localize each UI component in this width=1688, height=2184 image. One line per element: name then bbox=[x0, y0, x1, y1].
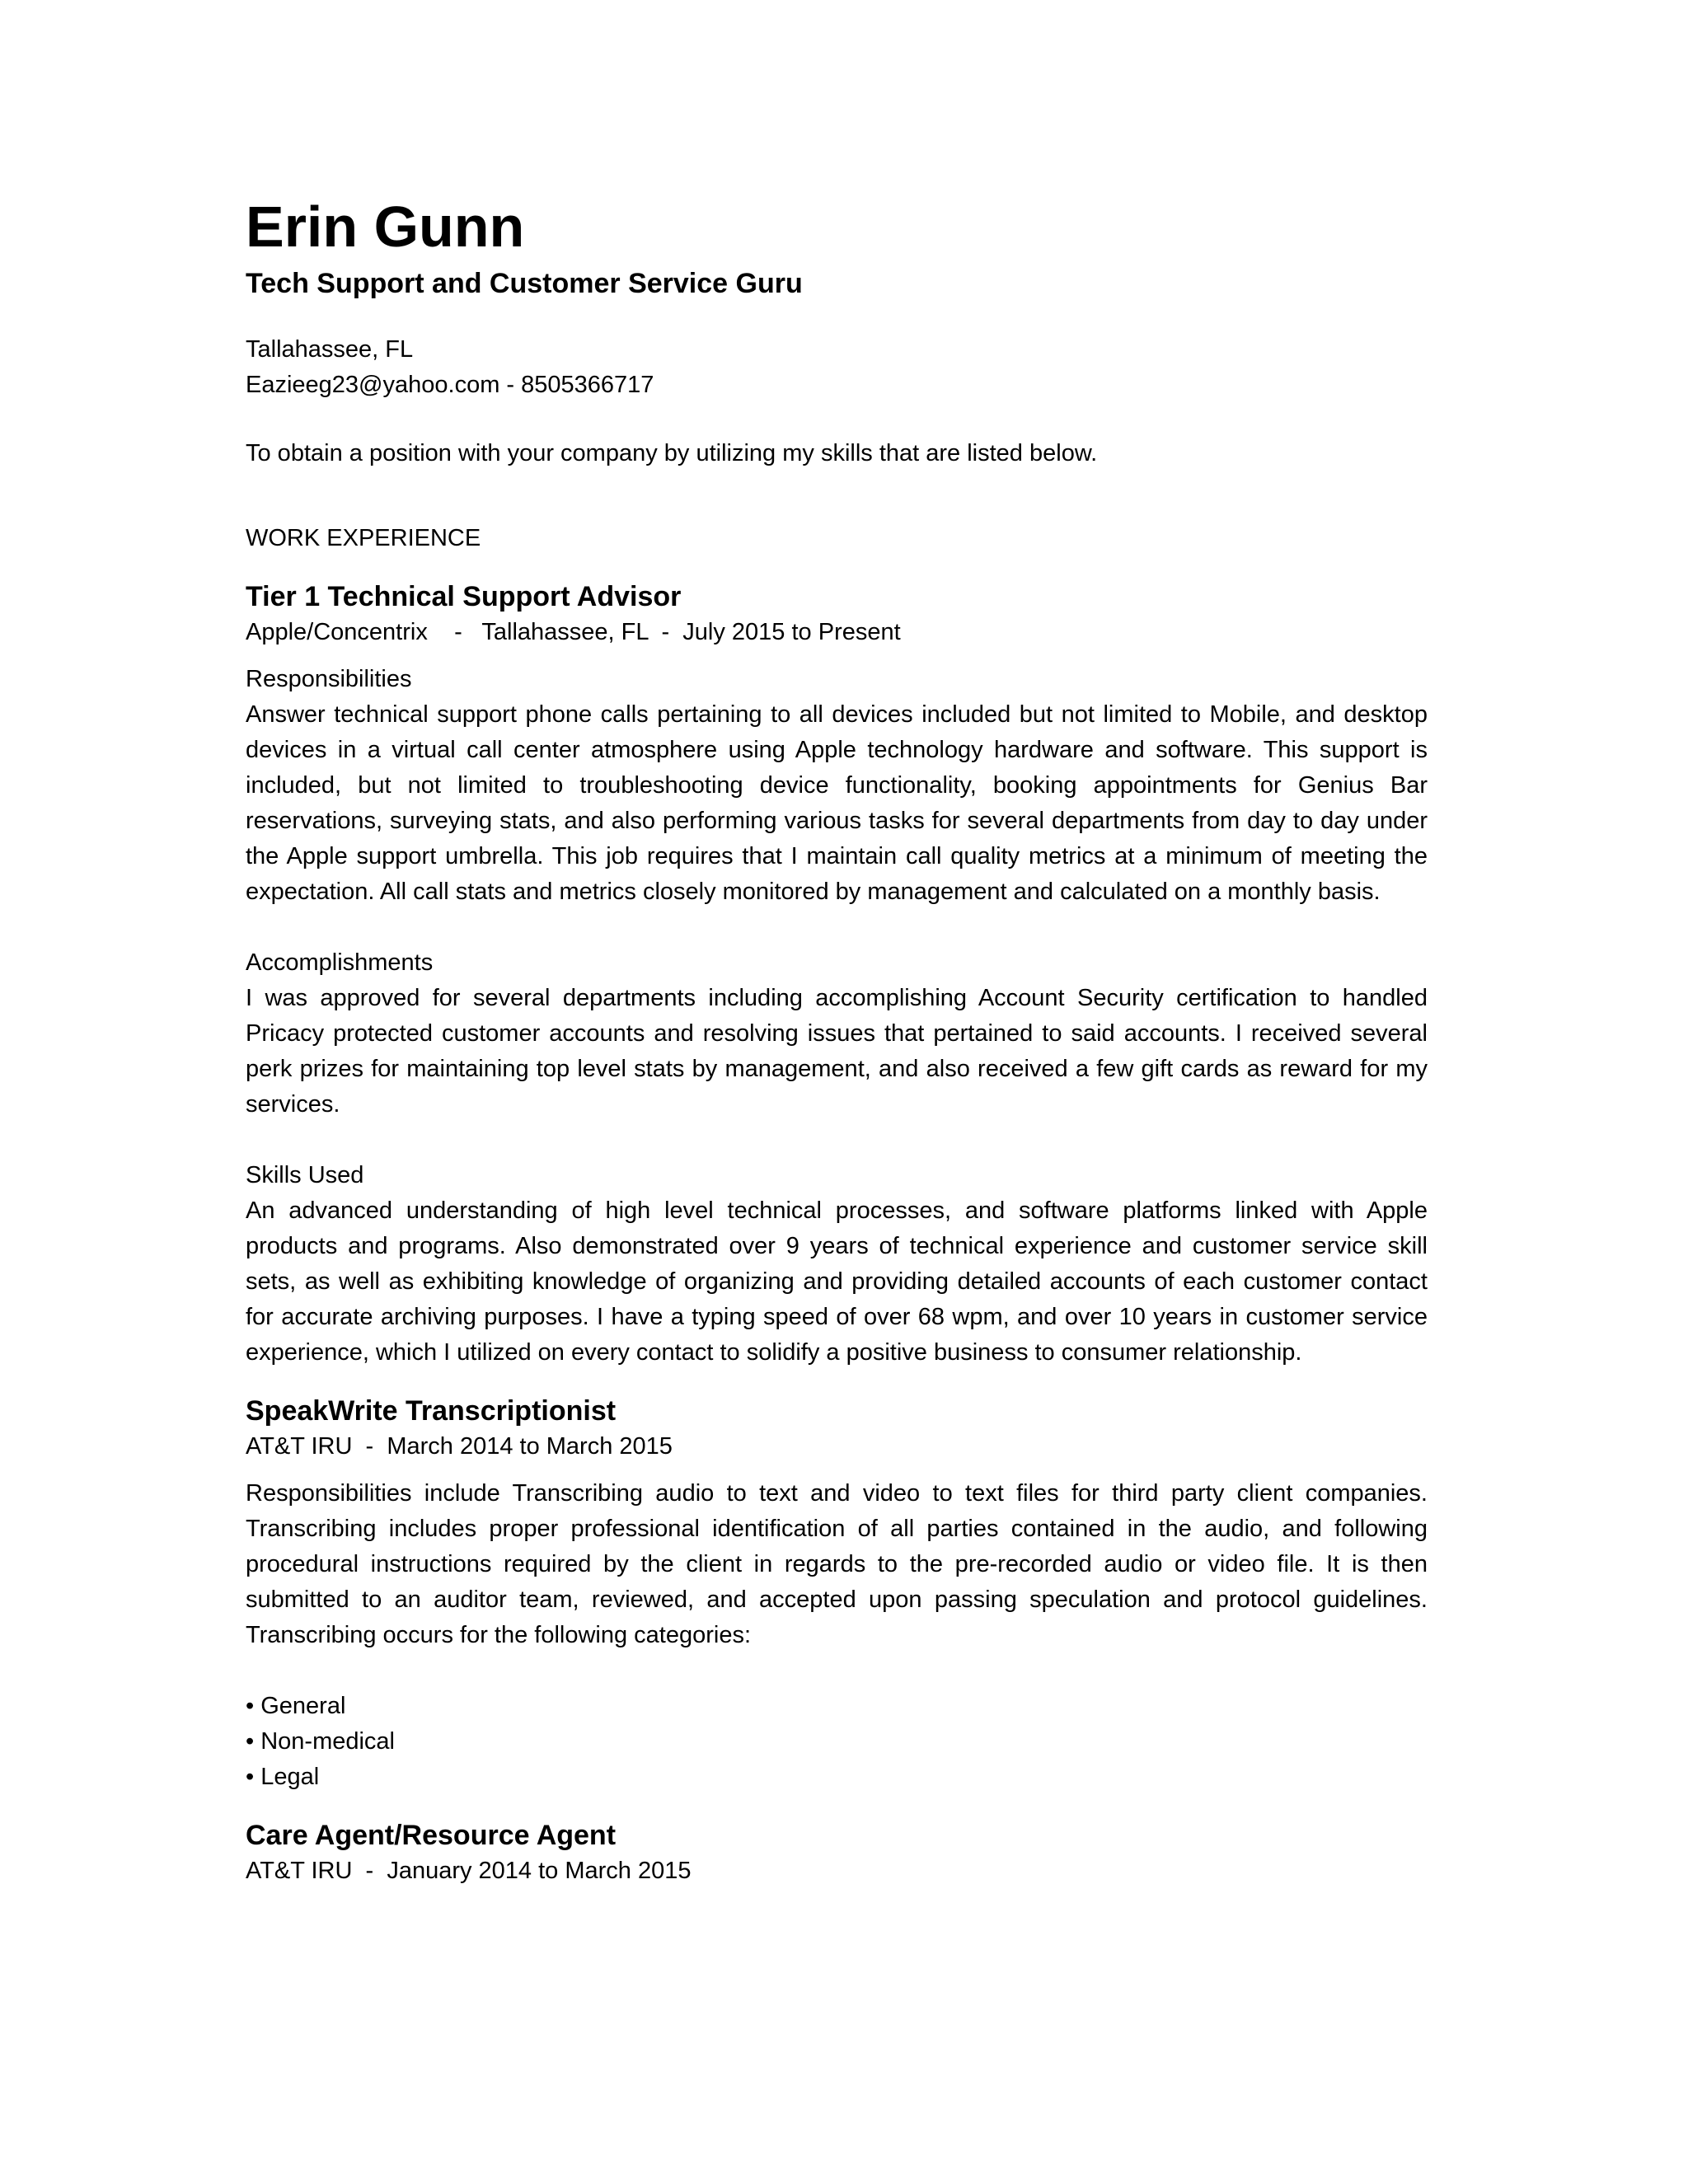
job-entry bbox=[246, 1394, 1428, 1795]
applicant-name: Erin Gunn bbox=[246, 194, 525, 259]
contact-location: Tallahassee, FL bbox=[246, 335, 414, 363]
job-title: SpeakWrite Transcriptionist bbox=[246, 1394, 617, 1427]
applicant-tagline: Tech Support and Customer Service Guru bbox=[246, 268, 803, 299]
list-item: • Legal bbox=[246, 1760, 1428, 1795]
list-item: • General bbox=[246, 1689, 1428, 1724]
category-list bbox=[246, 1689, 1428, 1795]
resume-page bbox=[246, 194, 1428, 1889]
spacer bbox=[246, 910, 1428, 945]
job-meta: AT&T IRU - March 2014 to March 2015 bbox=[246, 1432, 673, 1460]
skills-label: Skills Used bbox=[246, 1161, 364, 1188]
skills-text: An advanced understanding of high level technical processes, and software platforms linked with Apple products and programs. Also demonstrated over 9 years of technical experience and customer service skill sets, as well as exhibiting knowledge of organizing and providing detailed accounts of each customer contact for accurate archiving purposes. I have a typing speed of over 68 wpm, and over 10 years in customer service experience, which I utilized on every contact to solidify a positive business to consumer relationship. bbox=[246, 1197, 1428, 1366]
job-meta: Apple/Concentrix - Tallahassee, FL - July 2015 to Present bbox=[246, 618, 901, 645]
job-description: Responsibilities include Transcribing audio to text and video to text files for third party client companies. Transcribing includes proper professional identification of all parties contained in the audio, and following procedural instructions required by the client in regards to the pre-recorded audio or video file. It is then submitted to an auditor team, reviewed, and accepted upon passing speculation and protocol guidelines. Transcribing occurs for the following categories: bbox=[246, 1479, 1428, 1648]
responsibilities-text: Answer technical support phone calls pertaining to all devices included but not limited to Mobile, and desktop devices in a virtual call center atmosphere using Apple technology hardware and software. This support is included, but not limited to troubleshooting device functionality, booking appointments for Genius Bar reservations, surveying stats, and also performing various tasks for several departments from day to day under the Apple support umbrella. This job requires that I maintain call quality metrics at a minimum of meeting the expectation. All call stats and metrics closely monitored by management and calculated on a monthly basis. bbox=[246, 701, 1428, 905]
spacer bbox=[246, 1653, 1428, 1689]
job-meta: AT&T IRU - January 2014 to March 2015 bbox=[246, 1857, 692, 1884]
responsibilities-label: Responsibilities bbox=[246, 665, 412, 692]
objective-statement: To obtain a position with your company by utilizing my skills that are listed below. bbox=[246, 439, 1098, 466]
work-experience-heading: WORK EXPERIENCE bbox=[246, 524, 481, 551]
accomplishments-text: I was approved for several departments including accomplishing Account Security certification to handled Pricacy protected customer accounts and resolving issues that pertained to said accounts. I received several perk prizes for maintaining top level stats by management, and also received a few gift cards as reward for my services. bbox=[246, 984, 1428, 1118]
contact-email-phone: Eazieeg23@yahoo.com - 8505366717 bbox=[246, 371, 654, 398]
accomplishments-label: Accomplishments bbox=[246, 949, 434, 976]
job-title: Tier 1 Technical Support Advisor bbox=[246, 580, 682, 612]
job-title: Care Agent/Resource Agent bbox=[246, 1819, 617, 1851]
job-entry bbox=[246, 579, 1428, 1371]
spacer bbox=[246, 1122, 1428, 1158]
list-item: • Non-medical bbox=[246, 1724, 1428, 1760]
job-entry bbox=[246, 1818, 1428, 1889]
contact-block bbox=[246, 332, 1428, 403]
